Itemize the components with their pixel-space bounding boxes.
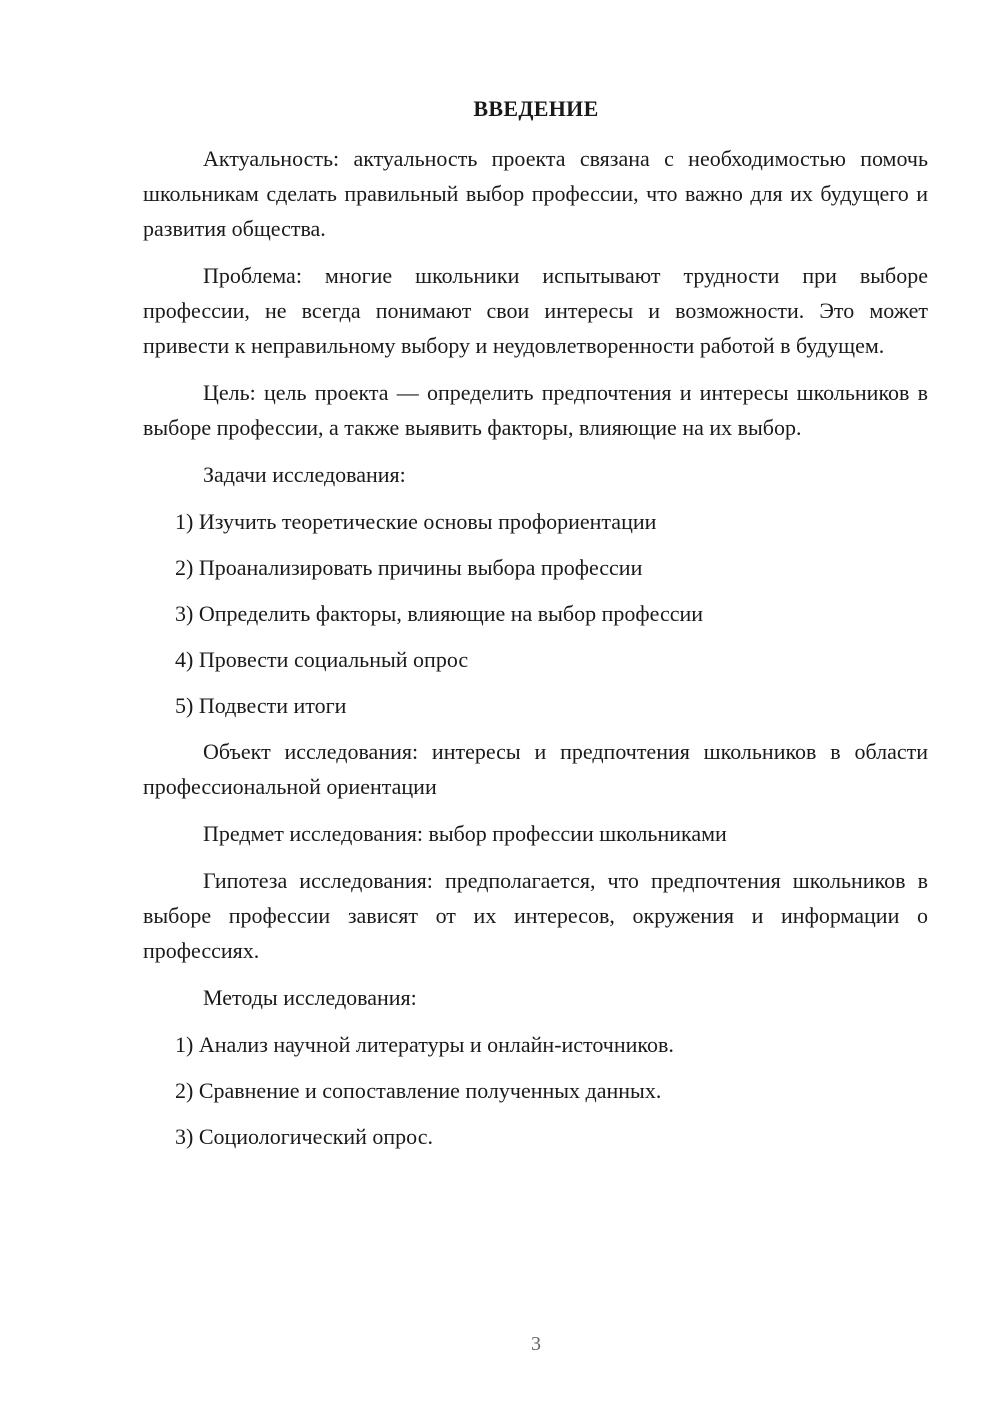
document-body: [143, 141, 928, 1165]
list-item: 2) Проанализировать причины выбора профессии: [175, 555, 643, 580]
list-item: 1) Анализ научной литературы и онлайн-источников.: [175, 1032, 674, 1057]
list-item: 4) Провести социальный опрос: [175, 647, 469, 672]
paragraph-object: Объект исследования: интересы и предпочтения школьников в области профессиональной ориентации: [143, 739, 928, 799]
page-title: ВВЕДЕНИЕ: [473, 96, 599, 121]
list-item: 1) Изучить теоретические основы профориентации: [175, 509, 657, 534]
list-item: 5) Подвести итоги: [175, 693, 347, 718]
list-item: 3) Социологический опрос.: [175, 1124, 433, 1149]
tasks-list: [143, 504, 928, 723]
paragraph-subject: Предмет исследования: выбор профессии школьниками: [203, 821, 727, 846]
methods-heading: Методы исследования:: [203, 985, 417, 1010]
paragraph-problem: Проблема: многие школьники испытывают трудности при выборе профессии, не всегда понимают свои интересы и возможности. Это может привести к неправильному выбору и неудовлетворенности работой в будущем.: [143, 263, 928, 358]
methods-list: [143, 1027, 928, 1154]
list-item: 3) Определить факторы, влияющие на выбор профессии: [175, 601, 704, 626]
paragraph-goal: Цель: цель проекта — определить предпочтения и интересы школьников в выборе профессии, а также выявить факторы, влияющие на их выбор.: [143, 380, 928, 440]
paragraph-relevance: Актуальность: актуальность проекта связана с необходимостью помочь школьникам сделать правильный выбор профессии, что важно для их будущего и развития общества.: [143, 146, 928, 241]
page-number: 3: [531, 1333, 541, 1355]
list-item: 2) Сравнение и сопоставление полученных данных.: [175, 1078, 662, 1103]
tasks-heading: Задачи исследования:: [203, 462, 406, 487]
paragraph-hypothesis: Гипотеза исследования: предполагается, что предпочтения школьников в выборе профессии зависят от их интересов, окружения и информации о профессиях.: [143, 868, 928, 963]
